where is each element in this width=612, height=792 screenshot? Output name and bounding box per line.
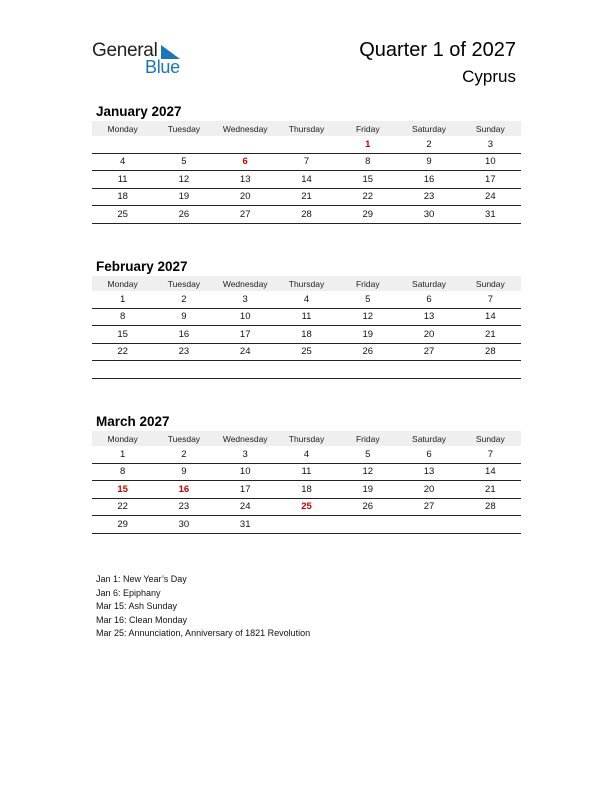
weekday-header: Saturday xyxy=(398,276,459,291)
holiday-notes xyxy=(96,573,310,641)
day-cell: 25 xyxy=(276,498,337,516)
weekday-header: Tuesday xyxy=(153,276,214,291)
weekday-header: Friday xyxy=(337,121,398,136)
day-cell: 8 xyxy=(92,463,153,481)
day-cell: 10 xyxy=(215,308,276,326)
day-cell: 1 xyxy=(337,136,398,153)
logo-text-general: General xyxy=(92,40,158,61)
day-cell: 16 xyxy=(153,481,214,499)
day-cell: 5 xyxy=(153,153,214,171)
day-cell: 1 xyxy=(92,446,153,463)
day-cell: 9 xyxy=(153,308,214,326)
week-row xyxy=(92,446,521,463)
day-cell: 21 xyxy=(276,188,337,206)
day-cell: 6 xyxy=(398,291,459,308)
weekday-header: Sunday xyxy=(460,276,521,291)
day-cell: 12 xyxy=(153,171,214,189)
day-cell: 20 xyxy=(398,326,459,344)
day-cell: 31 xyxy=(215,516,276,534)
day-cell: 21 xyxy=(460,326,521,344)
empty-day-cell xyxy=(276,361,337,379)
empty-day-cell xyxy=(92,361,153,379)
week-row xyxy=(92,498,521,516)
day-cell: 24 xyxy=(215,498,276,516)
day-cell: 6 xyxy=(215,153,276,171)
week-row xyxy=(92,343,521,361)
day-cell: 17 xyxy=(215,326,276,344)
day-cell: 19 xyxy=(337,481,398,499)
day-cell: 3 xyxy=(215,291,276,308)
day-cell: 21 xyxy=(460,481,521,499)
day-cell: 18 xyxy=(276,481,337,499)
empty-day-cell xyxy=(215,136,276,153)
week-row xyxy=(92,463,521,481)
holiday-note: Mar 15: Ash Sunday xyxy=(96,601,178,611)
day-cell: 28 xyxy=(460,498,521,516)
day-cell: 22 xyxy=(92,343,153,361)
week-row xyxy=(92,516,521,534)
day-cell: 2 xyxy=(153,291,214,308)
weekday-header: Wednesday xyxy=(215,276,276,291)
day-cell: 13 xyxy=(398,308,459,326)
empty-day-cell xyxy=(337,361,398,379)
logo xyxy=(92,40,192,80)
week-row xyxy=(92,188,521,206)
day-cell: 26 xyxy=(153,206,214,224)
day-cell: 31 xyxy=(460,206,521,224)
day-cell: 4 xyxy=(276,446,337,463)
weekday-header: Friday xyxy=(337,431,398,446)
page-title: Quarter 1 of 2027 xyxy=(359,39,516,61)
empty-day-cell xyxy=(92,136,153,153)
week-row xyxy=(92,481,521,499)
empty-day-cell xyxy=(398,516,459,534)
week-row xyxy=(92,136,521,153)
month-title: March 2027 xyxy=(96,414,170,429)
weekday-header: Tuesday xyxy=(153,431,214,446)
day-cell: 20 xyxy=(398,481,459,499)
empty-day-cell xyxy=(337,516,398,534)
country-name: Cyprus xyxy=(462,67,516,86)
day-cell: 14 xyxy=(276,171,337,189)
day-cell: 14 xyxy=(460,463,521,481)
weekday-header: Monday xyxy=(92,431,153,446)
day-cell: 15 xyxy=(337,171,398,189)
day-cell: 23 xyxy=(153,498,214,516)
week-row xyxy=(92,361,521,379)
empty-day-cell xyxy=(153,361,214,379)
day-cell: 9 xyxy=(153,463,214,481)
day-cell: 7 xyxy=(276,153,337,171)
empty-day-cell xyxy=(153,136,214,153)
week-row xyxy=(92,308,521,326)
day-cell: 15 xyxy=(92,326,153,344)
day-cell: 7 xyxy=(460,291,521,308)
month-title: January 2027 xyxy=(96,104,182,119)
month-january xyxy=(92,103,521,224)
empty-day-cell xyxy=(460,361,521,379)
month-february xyxy=(92,258,521,379)
day-cell: 26 xyxy=(337,343,398,361)
holiday-note: Jan 1: New Year’s Day xyxy=(96,574,187,584)
day-cell: 22 xyxy=(92,498,153,516)
empty-day-cell xyxy=(460,516,521,534)
day-cell: 10 xyxy=(215,463,276,481)
day-cell: 2 xyxy=(398,136,459,153)
day-cell: 14 xyxy=(460,308,521,326)
day-cell: 11 xyxy=(276,463,337,481)
month-title: February 2027 xyxy=(96,259,188,274)
day-cell: 4 xyxy=(92,153,153,171)
day-cell: 10 xyxy=(460,153,521,171)
holiday-note: Mar 16: Clean Monday xyxy=(96,614,188,625)
month-march xyxy=(92,413,521,534)
day-cell: 6 xyxy=(398,446,459,463)
weekday-header: Monday xyxy=(92,121,153,136)
day-cell: 24 xyxy=(215,343,276,361)
day-cell: 11 xyxy=(92,171,153,189)
day-cell: 5 xyxy=(337,291,398,308)
day-cell: 18 xyxy=(276,326,337,344)
day-cell: 19 xyxy=(153,188,214,206)
day-cell: 30 xyxy=(153,516,214,534)
day-cell: 28 xyxy=(276,206,337,224)
day-cell: 13 xyxy=(215,171,276,189)
day-cell: 12 xyxy=(337,463,398,481)
weekday-header: Monday xyxy=(92,276,153,291)
weekday-header: Thursday xyxy=(276,431,337,446)
day-cell: 17 xyxy=(460,171,521,189)
empty-day-cell xyxy=(276,136,337,153)
empty-day-cell xyxy=(398,361,459,379)
day-cell: 13 xyxy=(398,463,459,481)
weekday-header: Thursday xyxy=(276,276,337,291)
weekday-header: Sunday xyxy=(460,431,521,446)
empty-day-cell xyxy=(276,516,337,534)
week-row xyxy=(92,291,521,308)
weekday-header: Tuesday xyxy=(153,121,214,136)
calendar-grid xyxy=(92,121,521,224)
day-cell: 16 xyxy=(398,171,459,189)
day-cell: 25 xyxy=(276,343,337,361)
day-cell: 19 xyxy=(337,326,398,344)
day-cell: 30 xyxy=(398,206,459,224)
day-cell: 26 xyxy=(337,498,398,516)
day-cell: 22 xyxy=(337,188,398,206)
weekday-header: Saturday xyxy=(398,431,459,446)
weekday-header: Friday xyxy=(337,276,398,291)
holiday-note: Jan 6: Epiphany xyxy=(96,587,161,598)
day-cell: 17 xyxy=(215,481,276,499)
day-cell: 11 xyxy=(276,308,337,326)
day-cell: 4 xyxy=(276,291,337,308)
day-cell: 18 xyxy=(92,188,153,206)
week-row xyxy=(92,326,521,344)
logo-text-blue: Blue xyxy=(145,57,180,77)
day-cell: 20 xyxy=(215,188,276,206)
week-row xyxy=(92,171,521,189)
day-cell: 24 xyxy=(460,188,521,206)
empty-day-cell xyxy=(215,361,276,379)
day-cell: 9 xyxy=(398,153,459,171)
day-cell: 3 xyxy=(460,136,521,153)
day-cell: 29 xyxy=(337,206,398,224)
day-cell: 23 xyxy=(153,343,214,361)
day-cell: 25 xyxy=(92,206,153,224)
weekday-header: Wednesday xyxy=(215,121,276,136)
day-cell: 29 xyxy=(92,516,153,534)
week-row xyxy=(92,206,521,224)
day-cell: 15 xyxy=(92,481,153,499)
day-cell: 5 xyxy=(337,446,398,463)
weekday-header: Wednesday xyxy=(215,431,276,446)
day-cell: 28 xyxy=(460,343,521,361)
day-cell: 8 xyxy=(92,308,153,326)
day-cell: 8 xyxy=(337,153,398,171)
day-cell: 2 xyxy=(153,446,214,463)
week-row xyxy=(92,153,521,171)
day-cell: 27 xyxy=(398,498,459,516)
weekday-header: Sunday xyxy=(460,121,521,136)
day-cell: 12 xyxy=(337,308,398,326)
day-cell: 27 xyxy=(398,343,459,361)
day-cell: 27 xyxy=(215,206,276,224)
calendar-grid xyxy=(92,276,521,379)
day-cell: 16 xyxy=(153,326,214,344)
day-cell: 7 xyxy=(460,446,521,463)
weekday-header: Saturday xyxy=(398,121,459,136)
day-cell: 23 xyxy=(398,188,459,206)
calendar-grid xyxy=(92,431,521,534)
weekday-header: Thursday xyxy=(276,121,337,136)
holiday-note: Mar 25: Annunciation, Anniversary of 1821 Revolution xyxy=(96,628,311,638)
day-cell: 3 xyxy=(215,446,276,463)
day-cell: 1 xyxy=(92,291,153,308)
